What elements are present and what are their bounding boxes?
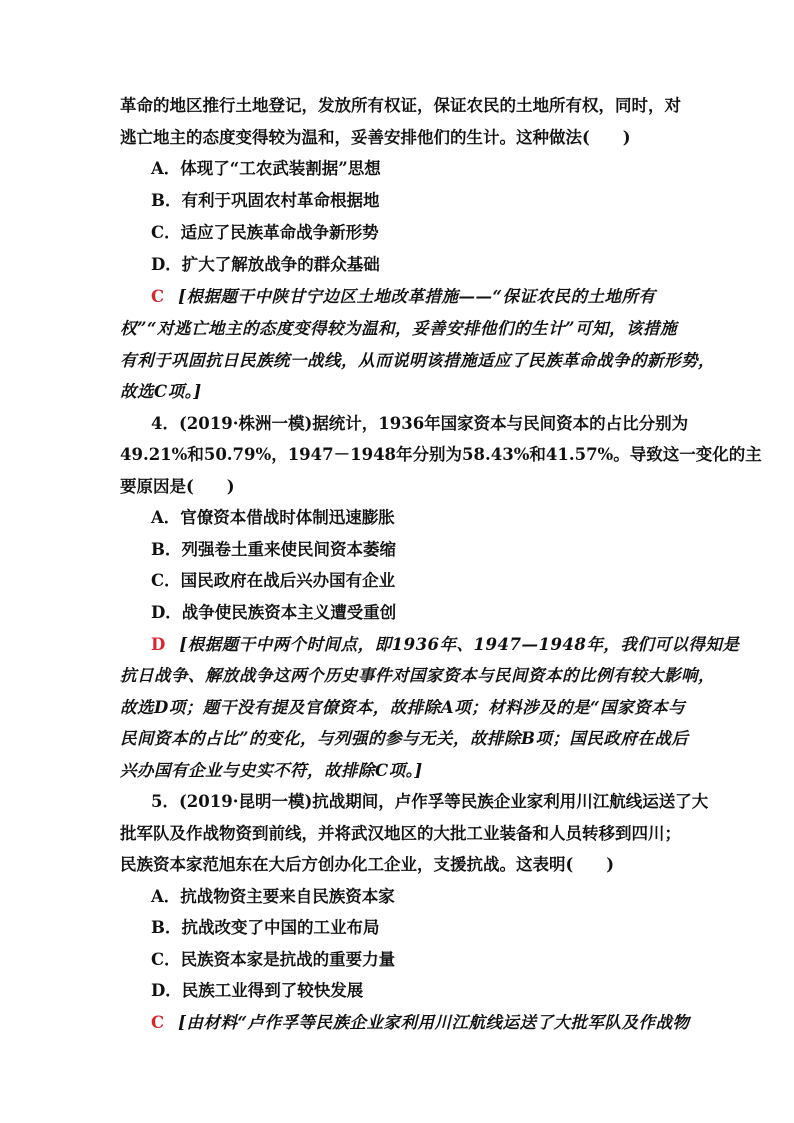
q3-stem-line-1: 革命的地区推行土地登记，发放所有权证，保证农民的土地所有权，同时，对 <box>120 96 681 115</box>
q4-answer-key: D <box>151 635 166 654</box>
q5-explanation-line-1: [由材料“卢作孚等民族企业家利用川江航线运送了大批军队及作战物 <box>178 1013 690 1032</box>
q4-option-c: C．国民政府在战后兴办国有企业 <box>151 571 396 590</box>
q3-option-b: B．有利于巩固农村革命根据地 <box>151 191 380 210</box>
q5-stem-line-1: 5．(2019·昆明一模)抗战期间，卢作孚等民族企业家利用川江航线运送了大 <box>151 792 709 811</box>
q4-stem-line-2: 49.21%和50.79%，1947－1948年分别为58.43%和41.57%。导致这一变化的主 <box>120 445 762 464</box>
q4-explanation-line-2: 抗日战争、解放战争这两个历史事件对国家资本与民间资本的比例有较大影响， <box>120 666 715 685</box>
q3-answer-key: C <box>151 287 165 306</box>
q5-option-a: A．抗战物资主要来自民族资本家 <box>151 887 395 906</box>
q3-answer-line <box>151 286 711 308</box>
q4-answer-line <box>151 634 740 656</box>
q5-answer-line <box>151 1012 711 1034</box>
q3-option-d: D．扩大了解放战争的群众基础 <box>151 255 380 274</box>
q3-explanation-line-3: 有利于巩固抗日民族统一战线，从而说明该措施适应了民族革命战争的新形势， <box>120 351 715 370</box>
q3-explanation-line-4: 故选C项。] <box>120 382 202 401</box>
q4-option-b: B．列强卷土重来使民间资本萎缩 <box>151 540 396 559</box>
q5-stem-line-3: 民族资本家范旭东在大后方创办化工企业，支援抗战。这表明( ) <box>120 855 615 874</box>
q4-stem-line-3: 要原因是( ) <box>120 477 235 496</box>
q3-explanation-line-1: [根据题干中陕甘宁边区土地改革措施——“保证农民的土地所有 <box>178 287 656 306</box>
q5-answer-key: C <box>151 1013 165 1032</box>
q5-stem-line-2: 批军队及作战物资到前线，并将武汉地区的大批工业装备和人员转移到四川； <box>120 824 681 843</box>
q4-option-a: A．官僚资本借战时体制迅速膨胀 <box>151 508 395 527</box>
q4-explanation-line-3: 故选D项；题干没有提及官僚资本，故排除A项；材料涉及的是“国家资本与 <box>120 698 686 717</box>
q4-explanation-line-4: 民间资本的占比”的变化，与列强的参与无关，故排除B项；国民政府在战后 <box>120 729 689 748</box>
q4-stem-line-1: 4．(2019·株洲一模)据统计，1936年国家资本与民间资本的占比分别为 <box>151 414 689 433</box>
q3-stem-line-2: 逃亡地主的态度变得较为温和，妥善安排他们的生计。这种做法( ) <box>120 128 631 147</box>
q5-option-b: B．抗战改变了中国的工业布局 <box>151 918 380 937</box>
q5-option-d: D．民族工业得到了较快发展 <box>151 981 364 1000</box>
q3-explanation-line-2: 权”“对逃亡地主的态度变得较为温和，妥善安排他们的生计”可知，该措施 <box>120 319 677 338</box>
q4-option-d: D．战争使民族资本主义遭受重创 <box>151 603 397 622</box>
q4-explanation-line-1: [根据题干中两个时间点，即1936年、1947—1948年，我们可以得知是 <box>179 635 740 654</box>
q3-option-a: A．体现了“工农武装割据”思想 <box>151 159 381 178</box>
q5-option-c: C．民族资本家是抗战的重要力量 <box>151 950 396 969</box>
q4-explanation-line-5: 兴办国有企业与史实不符，故排除C项。] <box>120 761 423 780</box>
q3-option-c: C．适应了民族革命战争新形势 <box>151 223 379 242</box>
